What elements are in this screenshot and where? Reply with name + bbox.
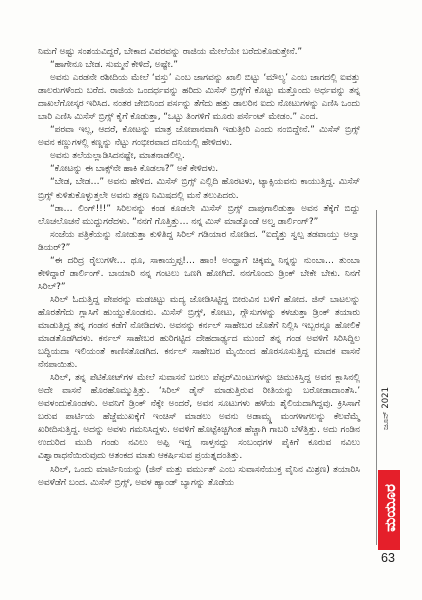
paragraph: “ಬೇಡ, ಬೇಡ…” ಅವನು ಹೇಳಿದ. ಮಿಸೆಸ್ ಬ್ರಿಗ್ಸ್ ಎಲ್ಲಿದಿ ಹೊರಟಳು, ಟ್ಯಾಕ್ಸಿಯವನು ಕಾಯುತ್ತಿದ್ದ. ಮಿಸೆಸ್ ಬ್ರಿಗ್ಸ್ ಕುಳಿತುಕೊಳ್ಳುತ್ತಲೇ ಅವನು ತಕ್ಷಣ ನಿಮಿಷದಲ್ಲಿ ಮನೆ ತಲುಪಿದರು. (38, 177, 360, 201)
paragraph: ಸಿರಿಲ್, ತನ್ನ ಪೆಟಿಕೋಟ್‌ಗಳ ಮೇಲೆ ಸುವಾಸನೆ ಬರಲು ಪೆಪ್ಪರ್‌ಮಿಂಟುಗಳನ್ನು ಚಿಮುಕಿಸ್ತಿದ್ದ ಅವನ ಕ್ಲಾಸಿನಲ್ಲಿ ಅದೇ ವಾಸನೆ ಹೊರಹೊಮ್ಮುತ್ತಿತ್ತು. ‘ಸಿರಿಲ್ ಡೈನ್ ಮಾಡುತ್ತಿರುವ ರೀತಿಯನ್ನು ಬರೋಡಾದಾಂತೆಸಿ.’ ಅವಳಂದುಕೊಂಡಳು. ಅವನಿಗೆ ಡ್ರಿಂಕ್ ನೆಕ್ಕೇ ಅಂದರೆ, ಅವನ ಸೂಟುಗಳು ಹಳೆಯ ಶೈಲಿಯದಾಗಿದ್ದವು. ಕ್ರಿಸಿಸಾಗೆ ಬರುವ ಪಾರ್ಟಿಯ ಹೆಜ್ಜೆಮುಖಕ್ಕೆಗೆ ಇಂಚಿಸ್ ಮಾಡಲು ಅವನು ಅಡಾಮ್ಸ್ಡ ಮಂಗಳಾಗಲನ್ನು ಕೆಲವೆಮ್ಮೆ ಖರೀದಿಸುತ್ತಿದ್ದ. ಅದನ್ನು ಅವಳು ಗಮನಿಸಿದ್ದಳು. ಅವಳಿಗೆ ಹೊಟ್ಟೆಕಿಚ್ಚಿಗಿಂತ ಹೆಚ್ಚಾಗಿ ಗಾಬರಿ ಬೆಳೆತ್ತಿತ್ತು. ಅದು ಗಂಡಿನ ಉದುರಿದ ಮುದಿ ಗಂಡು ನವಿಲು ಅಪ್ಪಿ ಇದ್ದ ನಾಳ್ತನದ್ದು ಸಂಬಂಧಗಳ ಪೈಕಿಗೆ ಕೂರುವ ನವಿಲು ವಿಶ್ವಾರಾಧನೆಯಿರುವುದು ಆತಂಕದ ಮಾತು ಆಕರ್ಷಿಸುವ ಪ್ರಯತ್ನದಂತಿತ್ತು. (38, 373, 360, 462)
paragraph: “ಡಾ… ಲಿಂಗ್!!!” ಸಿರಿಲನನ್ನು ಕಂಡ ಕೂಡಲೇ ಮಿಸೆಸ್ ಬ್ರಿಗ್ಸ್ ದಾಪುಗಾಲಿಡುತ್ತಾ ಅವನ ತೆಕ್ಕೆಗೆ ಬಿದ್ದು ಲೊಚಲೊಚನೆ ಮುದ್ದುಗರೆದಳು. “ನನಗೆ ಗೊತ್ತಿತ್ತು… ನನ್ನ ಮಿಸ್ ಮಾಡ್ಕೊಂಡೆ ಅಲ್ವ ಡಾರ್ಲಿಂಗ್?” (38, 203, 360, 227)
paragraph: “ಕೋಟನ್ನು ಈ ಬಾಕ್ಸ್‌ನೇ ಹಾಕಿ ಕೊಡಲಾ?” ಅಕೆ ಕೇಳಿದಳು. (50, 164, 219, 175)
page-number: 63 (381, 551, 395, 565)
paragraph: ಸಿರಿಲ್ ಓದುತ್ತಿದ್ದ ಪೇಪರನ್ನು ಮಡಚಿಟ್ಟು ಮದ್ಯ ಜೋಡಿಸಿಟ್ಟಿದ್ದ ಬೀರುವಿನ ಬಳಿಗೆ ಹೋದ. ಜಿನ್ ಬಾಟಲನ್ನು ಹೊರತೆಗೆದು ಗ್ಲಾಸಿಗೆ ಹುಯ್ದುಕೊಂಡನು. ಮಿಸೆಸ್ ಬ್ರಿಗ್ಸ್, ಕೋಟು, ಗ್ಲೌಸುಗಳನ್ನು ಕಳಚುತ್ತಾ ಡ್ರಿಂಕ್ ತಯಾರು ಮಾಡುತ್ತಿದ್ದ ತನ್ನ ಗಂಡನ ಕಡೆಗೆ ನೋಡಿದಳು. ಅವನನ್ನು ಕರ್ನಲ್ ಸಾಹೇಬರ ಜೊತೆಗೆ ನಿಲ್ಲಿಸಿ ಇಬ್ಬರನ್ನೂ ಹೋಲಿಕೆ ಮಾಡತೊಡಗಿದಳು. ಕರ್ನಲ್ ಸಾಹೇಬರ ಹುರಿಗಟ್ಟಿದ ದೇಹದಾರ್ಢ್ಯದ ಮುಂದೆ ತನ್ನ ಗಂಡ ಅವಳಿಗೆ ಸಿರಿಸಿದ್ದಿಲ ಬದ್ಧಿಯದಾ ಇಲಿಯಂತೆ ಕಾಣಿಸತೊಡಗಿದ. ಕರ್ನಲ್ ಸಾಹೇಬರ ಮೈಯಿಂದ ಹೊರಸೂಸುತ್ತಿದ್ದ ಮಾದಕ ವಾಸನೆ ನೆನಪಾಯಿತು. (38, 294, 360, 371)
paragraph: ಅವನು ಎರಡನೇ ರಶೀದಿಯ ಮೇಲೆ ‘ವಸ್ತು’ ಎಂಬ ಜಾಗವನ್ನು ಖಾಲಿ ಬಿಟ್ಟು ‘ಮೌಲ್ಯ’ ಎಂಬ ಜಾಗದಲ್ಲಿ ಐವತ್ತು ಡಾಲರುಗಳೆಂದು ಬರೆದ. ರಾಜಿಯ ಒಂದರ್ಧವನ್ನು ಹರಿದು ಮಿಸೆಸ್ ಬ್ರಿಗ್ಸ್‌ಗೆ ಕೊಟ್ಟು ಮತ್ತೊಂದು ಅರ್ಧವನ್ನು ತನ್ನ ದಾಖಲೆಗೋಸ್ಕರ ಇರಿಸಿದ. ನಂತರ ಜೇಬಿನಿಂದ ಪರ್ಸನ್ನು ತೆಗೆದು ಹತ್ತು ಡಾಲರಿನ ಐದು ನೋಟುಗಳನ್ನು ಎಣಿಸಿ ಒಂದು ಬಾರಿ ಎಣಿಸಿ ಮಿಸೆಸ್ ಬ್ರಿಗ್ಸ್ ಕೈಗೆ ಕೊಡುತ್ತಾ, “ಒಟ್ಟು ತಿಂಗಳಿಗೆ ಮೂರು ಪರ್ಸೆಂಟ್ ಮೇಡಂ.” ಎಂದ. (38, 73, 360, 123)
magazine-logo-bar (378, 470, 400, 550)
paragraph: “ಹಾಗೇನೂ ಬೇಡ. ಸುಮ್ಮನೆ ಕೇಳಿದೆ, ಅಷ್ಟೇ.” (50, 60, 178, 71)
paragraph: “ಪರವಾ ಇಲ್ಲ, ಆದರೆ, ಕೋಟನ್ನು ಮಾತ್ರ ಜೋಪಾನವಾಗಿ ಇಡುತ್ತೀರಿ ಎಂದು ನಂಬಿದ್ದೇನೆ.” ಮಿಸೆಸ್ ಬ್ರಿಗ್ಸ್ ಅವನ ಕಣ್ಣುಗಳಲ್ಲಿ ಕಣ್ಣನ್ನು ನೆಟ್ಟು ಗಂಭೀರವಾದ ದನಿಯಲ್ಲಿ ಹೇಳಿದಳು. (38, 125, 360, 149)
magazine-logo: ಮಯೂರ (381, 484, 399, 532)
paragraph: ಸಂಜೆಯ ಪತ್ರಿಕೆಯನ್ನು ನೋಡುತ್ತಾ ಕುಳಿತಿದ್ದ ಸಿರಿಲ್ ಗಡಿಯಾರ ನೋಡಿದ. “ಐದೈತ್ತು ಸ್ವಲ್ಪ ತಡವಾಯ್ತು ಅಲ್ವಾ ಡಿಯರ್?” (38, 229, 360, 253)
paragraph: ಅವನು ತಲೆಯಲ್ಲಾಡಿಸಿದನಷ್ಟೇ, ಮಾತನಾಡಲಿಲ್ಲ. (50, 151, 185, 162)
paragraph: “ಈ ದರಿದ್ರ ರೈಲುಗಳೇ… ಥೂ, ಸಾಕಾಯ್ತಪ್ಪ!… ಹಾಂ! ಅಂದ್ಹಾಗೆ ಚಿಕ್ಕಮ್ಮ ನಿನ್ನನ್ನು ನುಂಬಾ… ತುಂಬಾ ಕೇಳಿದ್ದಾರೆ ಡಾರ್ಲಿಂಗ್. ಬಾಯಾರಿ ನನ್ನ ಗಂಟಲು ಒಣಗಿ ಹೋಗಿದೆ. ನನಗೊಂದು ಡ್ರಿಂಕ್ ಬೇಕೇ ಬೇಕು. ನಿನಗೆ ಸಿರಿಲ್?” (38, 255, 360, 292)
issue-date: ಜೂನ್ 2021 (381, 387, 391, 430)
paragraph: ಸಿರಿಲ್, ಒಂದು ಮಾರ್ಟಿನಿಯನ್ನು (ಜಿನ್ ಮತ್ತು ವರ್ಮುತ್ ಎಂಬ ಸುವಾಸನೆಯುಕ್ತ ವೈನಿನ ಮಿಶ್ರಣ) ತಯಾರಿಸಿ ಅವಳೆಡೆಗೆ ಬಂದ. ಮಿಸೆಸ್ ಬ್ರಿಗ್ಸ್, ಅವಳ ಹ್ಯಾಂಡ್ ಬ್ಯಾಗನ್ನು ತೊಡೆಯ (38, 464, 360, 488)
margin-divider-line (376, 210, 377, 545)
story-body (38, 46, 360, 490)
paragraph: ನಿಮಗೆ ಅಷ್ಟು ಸಂಶಯವಿದ್ದರೆ, ಬೇಕಾದ ವಿವರವನ್ನು ರಾಜಿಯ ಮೇಲೆಯೇ ಬರೆದುಕೊಡುತ್ತೇನೆ.” (38, 47, 302, 57)
